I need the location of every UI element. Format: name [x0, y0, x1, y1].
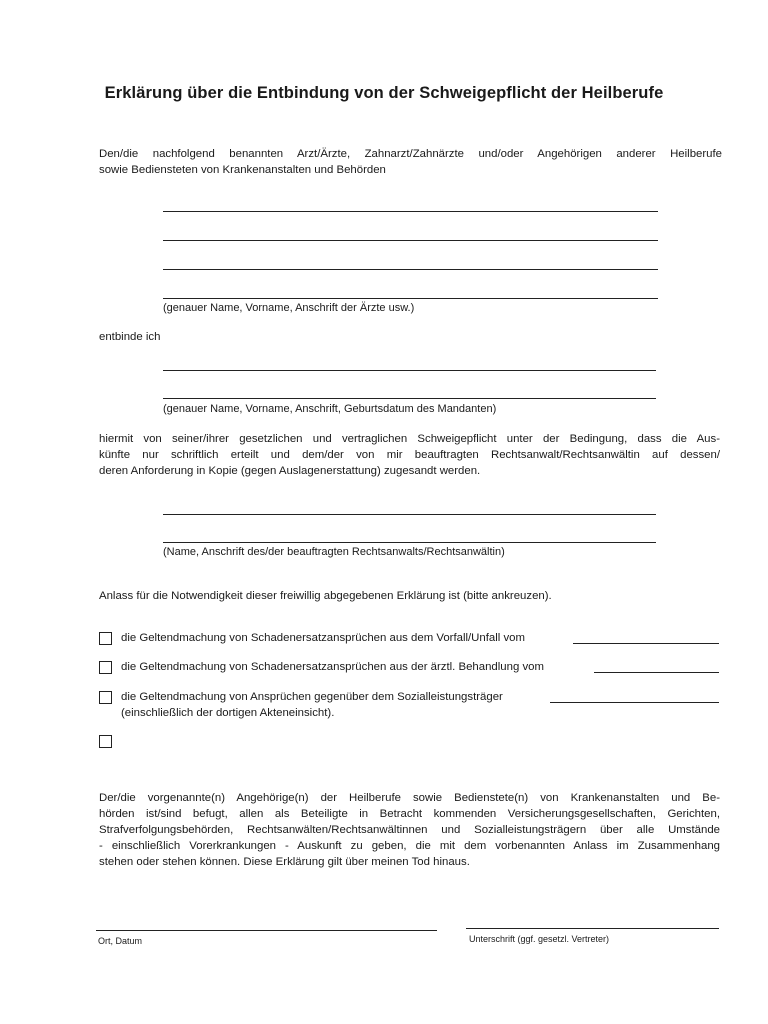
- condition-line-2: künfte nur schriftlich erteilt und dem/der von mir beauftragten Rechtsanwalt/Rechtsanwältin auf dessen/: [99, 449, 720, 461]
- place-date-line[interactable]: [96, 930, 437, 931]
- option-4-checkbox[interactable]: [99, 735, 112, 748]
- option-1-checkbox[interactable]: [99, 632, 112, 645]
- option-1-date-line[interactable]: [573, 643, 719, 644]
- place-date-label: Ort, Datum: [98, 936, 143, 946]
- page-title: Erklärung über die Entbindung von der Schweigepflicht der Heilberufe: [104, 84, 664, 102]
- doctors-field-line-1[interactable]: [163, 211, 658, 212]
- entbinde-label: entbinde ich: [99, 331, 161, 343]
- signature-line[interactable]: [466, 928, 719, 929]
- condition-line-1: hiermit von seiner/ihrer gesetzlichen und vertraglichen Schweigepflicht unter der Bedingung, dass die Aus-: [99, 433, 720, 445]
- condition-paragraph: [99, 431, 720, 479]
- doctors-field-line-3[interactable]: [163, 269, 658, 270]
- reason-prompt: Anlass für die Notwendigkeit dieser freiwillig abgegebenen Erklärung ist (bitte ankreuzen).: [99, 590, 552, 602]
- option-2-checkbox[interactable]: [99, 661, 112, 674]
- authorization-line-2: hörden ist/sind befugt, allen als Beteiligte in Betracht kommenden Versicherungsgesellschaften, Gerichten,: [99, 808, 720, 820]
- option-2-date-line[interactable]: [594, 672, 719, 673]
- option-2-label: die Geltendmachung von Schadenersatzansprüchen aus der ärztl. Behandlung vom: [121, 661, 544, 673]
- authorization-line-3: Strafverfolgungsbehörden, Rechtsanwälten/Rechtsanwältinnen und Sozialleistungsträgern über alle Umstände: [99, 824, 720, 836]
- authorization-paragraph: [99, 790, 720, 870]
- authorization-line-5: stehen oder stehen können. Diese Erklärung gilt über meinen Tod hinaus.: [99, 856, 470, 868]
- doctors-caption: (genauer Name, Vorname, Anschrift der Ärzte usw.): [163, 302, 415, 314]
- intro-line-2: sowie Bediensteten von Krankenanstalten und Behörden: [99, 164, 386, 176]
- authorization-line-1: Der/die vorgenannte(n) Angehörige(n) der Heilberufe sowie Bedienstete(n) von Krankenanstalten und Be-: [99, 792, 720, 804]
- doctors-field-line-4[interactable]: [163, 298, 658, 299]
- lawyer-caption: (Name, Anschrift des/der beauftragten Rechtsanwalts/Rechtsanwältin): [163, 546, 505, 558]
- condition-line-3: deren Anforderung in Kopie (gegen Auslagenerstattung) zugesandt werden.: [99, 465, 481, 477]
- option-3-sublabel: (einschließlich der dortigen Akteneinsicht).: [121, 707, 335, 719]
- authorization-line-4: - einschließlich Vorerkrankungen - Auskunft zu geben, die mit dem vorbenannten Anlass im Zusammenhang: [99, 840, 720, 852]
- option-1-label: die Geltendmachung von Schadenersatzansprüchen aus dem Vorfall/Unfall vom: [121, 632, 525, 644]
- lawyer-field-line-2[interactable]: [163, 542, 656, 543]
- intro-line-1: Den/die nachfolgend benannten Arzt/Ärzte, Zahnarzt/Zahnärzte und/oder Angehörigen anderer Heilberufe: [99, 148, 722, 160]
- intro-paragraph: [99, 146, 722, 178]
- client-field-line-2[interactable]: [163, 398, 656, 399]
- doctors-field-line-2[interactable]: [163, 240, 658, 241]
- client-caption: (genauer Name, Vorname, Anschrift, Geburtsdatum des Mandanten): [163, 403, 497, 415]
- option-3-field-line[interactable]: [550, 702, 719, 703]
- lawyer-field-line-1[interactable]: [163, 514, 656, 515]
- option-3-checkbox[interactable]: [99, 691, 112, 704]
- client-field-line-1[interactable]: [163, 370, 656, 371]
- option-3-label: die Geltendmachung von Ansprüchen gegenüber dem Sozialleistungsträger: [121, 691, 503, 703]
- signature-label: Unterschrift (ggf. gesetzl. Vertreter): [469, 934, 610, 944]
